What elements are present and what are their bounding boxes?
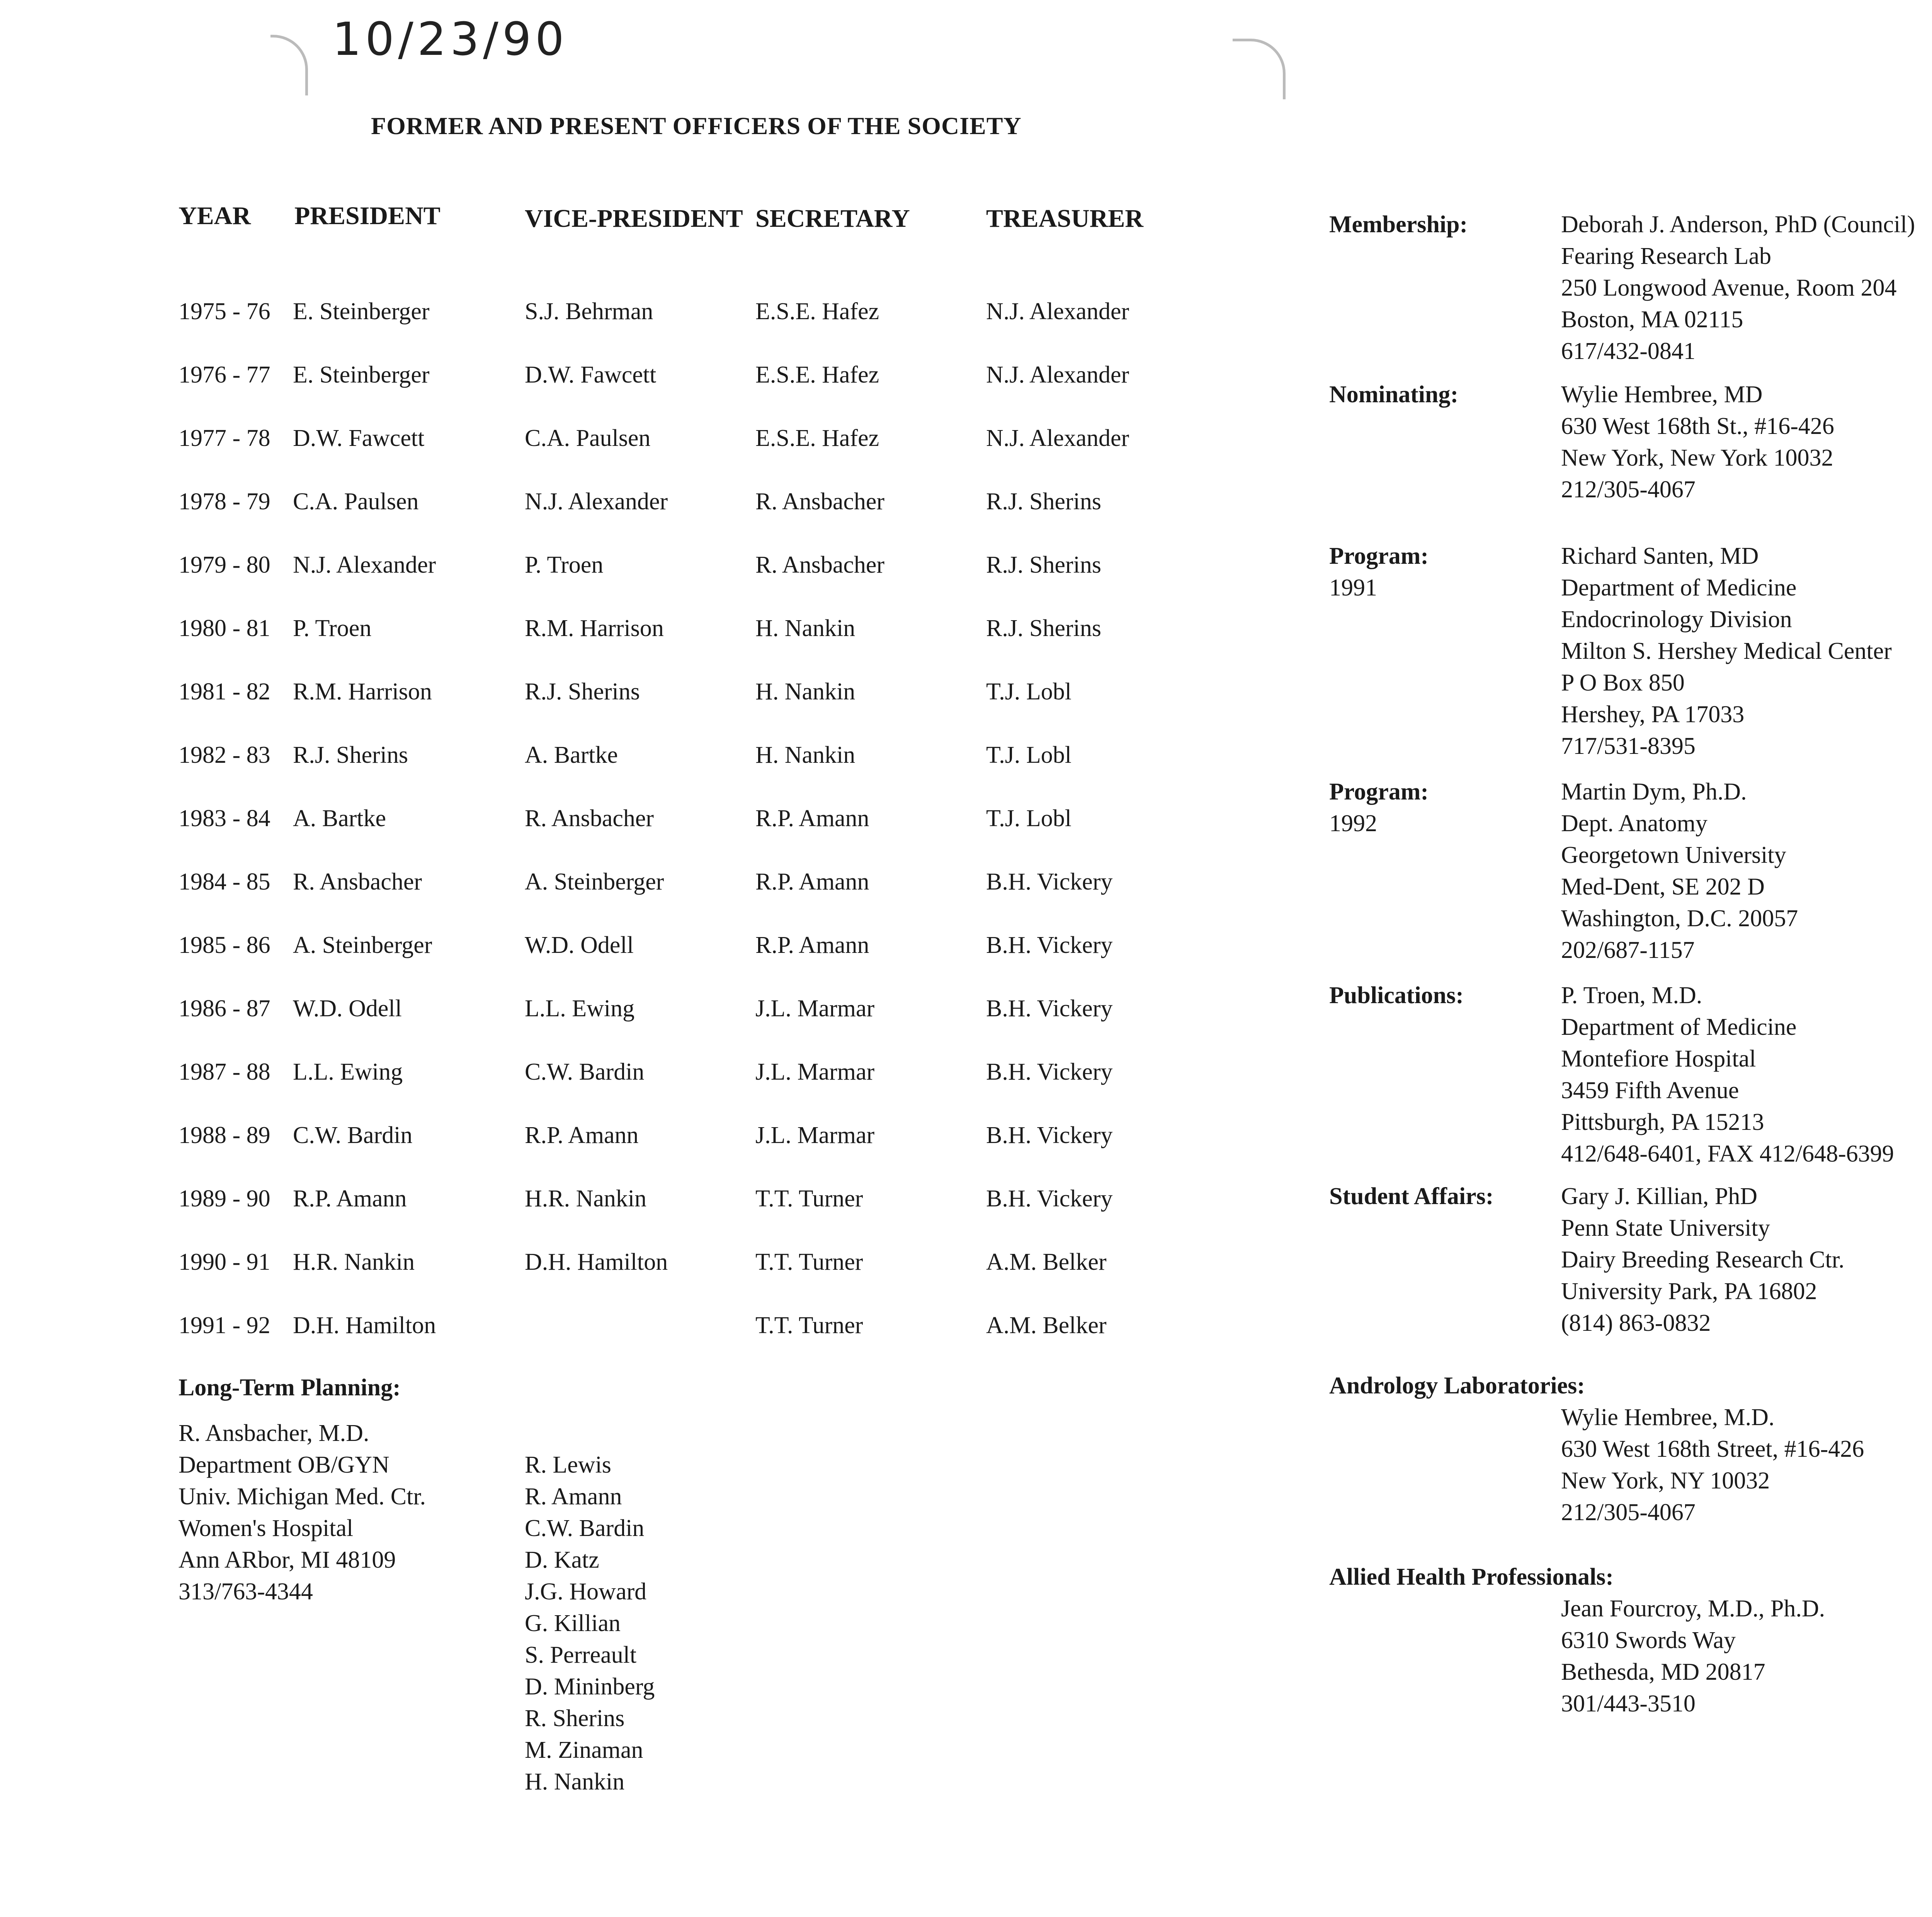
text-line: Georgetown University	[1561, 842, 1786, 868]
header-year: YEAR	[179, 202, 251, 230]
committee-chair	[1561, 1402, 1864, 1528]
committee-chair	[1561, 209, 1915, 367]
cell-vice-president: L.L. Ewing	[525, 995, 635, 1022]
cell-secretary: R.P. Amann	[755, 869, 869, 895]
text-line: S. Perreault	[525, 1642, 637, 1668]
cell-year: 1983 - 84	[179, 805, 270, 832]
cell-vice-president: S.J. Behrman	[525, 298, 653, 325]
cell-treasurer: T.J. Lobl	[986, 805, 1071, 832]
cell-year: 1976 - 77	[179, 362, 270, 388]
cell-year: 1981 - 82	[179, 679, 270, 705]
text-line: University Park, PA 16802	[1561, 1278, 1817, 1305]
table-row	[0, 1056, 1198, 1088]
cell-secretary: T.T. Turner	[755, 1312, 863, 1339]
cell-secretary: R. Ansbacher	[755, 552, 885, 578]
text-line: 630 West 168th St., #16-426	[1561, 413, 1834, 439]
table-row	[0, 1183, 1198, 1214]
text-line: Penn State University	[1561, 1215, 1770, 1241]
header-secretary: SECRETARY	[755, 204, 910, 233]
text-line: 717/531-8395	[1561, 733, 1696, 759]
text-line: Department of Medicine	[1561, 575, 1797, 601]
table-row	[0, 993, 1198, 1024]
cell-year: 1979 - 80	[179, 552, 270, 578]
cell-year: 1978 - 79	[179, 488, 270, 515]
table-row	[0, 612, 1198, 644]
cell-vice-president: D.W. Fawcett	[525, 362, 656, 388]
text-line: 6310 Swords Way	[1561, 1627, 1736, 1653]
cell-treasurer: R.J. Sherins	[986, 615, 1101, 641]
cell-year: 1985 - 86	[179, 932, 270, 958]
cell-secretary: E.S.E. Hafez	[755, 298, 879, 325]
text-line: Andrology Laboratories:	[1329, 1373, 1585, 1399]
cell-president: N.J. Alexander	[293, 552, 436, 578]
text-line: Department OB/GYN	[179, 1452, 389, 1478]
header-treasurer: TREASURER	[986, 204, 1144, 233]
cell-vice-president: C.W. Bardin	[525, 1059, 645, 1085]
cell-year: 1986 - 87	[179, 995, 270, 1022]
cell-vice-president: R.M. Harrison	[525, 615, 664, 641]
cell-treasurer: N.J. Alexander	[986, 362, 1129, 388]
text-line: Program:	[1329, 779, 1429, 805]
committee-chair	[1561, 776, 1798, 966]
cell-treasurer: B.H. Vickery	[986, 995, 1113, 1022]
text-line: Student Affairs:	[1329, 1183, 1494, 1209]
cell-vice-president: P. Troen	[525, 552, 604, 578]
cell-secretary: T.T. Turner	[755, 1249, 863, 1275]
cell-year: 1990 - 91	[179, 1249, 270, 1275]
table-row	[0, 359, 1198, 391]
long-term-planning-chair	[179, 1417, 426, 1607]
cell-president: D.H. Hamilton	[293, 1312, 436, 1339]
text-line: H. Nankin	[525, 1769, 625, 1795]
cell-treasurer: T.J. Lobl	[986, 742, 1071, 768]
text-line: Jean Fourcroy, M.D., Ph.D.	[1561, 1596, 1825, 1622]
text-line: Ann ARbor, MI 48109	[179, 1547, 396, 1573]
long-term-planning-label: Long-Term Planning:	[179, 1374, 401, 1401]
text-line: J.G. Howard	[525, 1579, 647, 1605]
cell-secretary: J.L. Marmar	[755, 995, 875, 1022]
cell-secretary: J.L. Marmar	[755, 1059, 875, 1085]
handwritten-date: 10/23/90	[332, 12, 568, 66]
committee-label	[1329, 379, 1458, 410]
text-line: Martin Dym, Ph.D.	[1561, 779, 1747, 805]
officers-table	[0, 0, 1217, 1352]
text-line: Department of Medicine	[1561, 1014, 1797, 1040]
text-line: Endocrinology Division	[1561, 606, 1792, 633]
cell-president: E. Steinberger	[293, 298, 430, 325]
long-term-planning-members	[525, 1449, 655, 1798]
cell-vice-president: W.D. Odell	[525, 932, 634, 958]
text-line: Program:	[1329, 543, 1429, 569]
text-line: 301/443-3510	[1561, 1691, 1696, 1717]
text-line: M. Zinaman	[525, 1737, 643, 1763]
cell-president: R.P. Amann	[293, 1186, 407, 1212]
cell-treasurer: R.J. Sherins	[986, 488, 1101, 515]
cell-year: 1989 - 90	[179, 1186, 270, 1212]
cell-treasurer: T.J. Lobl	[986, 679, 1071, 705]
table-row	[0, 739, 1198, 771]
table-row	[0, 929, 1198, 961]
page-title: FORMER AND PRESENT OFFICERS OF THE SOCIETY	[371, 112, 1022, 139]
cell-year: 1980 - 81	[179, 615, 270, 641]
cell-secretary: R.P. Amann	[755, 932, 869, 958]
cell-secretary: R.P. Amann	[755, 805, 869, 832]
text-line: Women's Hospital	[179, 1515, 354, 1541]
committee-chair	[1561, 1180, 1844, 1339]
text-line: 1991	[1329, 575, 1377, 601]
text-line: Univ. Michigan Med. Ctr.	[179, 1483, 426, 1510]
cell-secretary: R. Ansbacher	[755, 488, 885, 515]
cell-treasurer: A.M. Belker	[986, 1249, 1107, 1275]
text-line: R. Sherins	[525, 1705, 625, 1732]
text-line: Wylie Hembree, MD	[1561, 381, 1763, 408]
cell-vice-president: D.H. Hamilton	[525, 1249, 668, 1275]
text-line: New York, New York 10032	[1561, 445, 1833, 471]
text-line: Wylie Hembree, M.D.	[1561, 1404, 1775, 1431]
cell-vice-president: R.P. Amann	[525, 1122, 639, 1148]
cell-vice-president: A. Bartke	[525, 742, 618, 768]
committee-chair	[1561, 1593, 1825, 1720]
text-line: Dept. Anatomy	[1561, 810, 1708, 837]
cell-president: C.A. Paulsen	[293, 488, 419, 515]
cell-vice-president: N.J. Alexander	[525, 488, 668, 515]
cell-treasurer: N.J. Alexander	[986, 298, 1129, 325]
table-row	[0, 549, 1198, 581]
text-line: 1992	[1329, 810, 1377, 837]
cell-president: R.J. Sherins	[293, 742, 408, 768]
cell-treasurer: B.H. Vickery	[986, 869, 1113, 895]
cell-president: H.R. Nankin	[293, 1249, 415, 1275]
cell-vice-president: H.R. Nankin	[525, 1186, 647, 1212]
text-line: (814) 863-0832	[1561, 1310, 1711, 1336]
cell-treasurer: B.H. Vickery	[986, 1122, 1113, 1148]
cell-secretary: E.S.E. Hafez	[755, 362, 879, 388]
text-line: P O Box 850	[1561, 670, 1685, 696]
text-line: Bethesda, MD 20817	[1561, 1659, 1765, 1685]
committee-chair	[1561, 540, 1892, 762]
text-line: 630 West 168th Street, #16-426	[1561, 1436, 1864, 1462]
cell-year: 1975 - 76	[179, 298, 270, 325]
text-line: Med-Dent, SE 202 D	[1561, 874, 1765, 900]
text-line: Washington, D.C. 20057	[1561, 905, 1798, 932]
committee-label	[1329, 1180, 1493, 1212]
text-line: R. Lewis	[525, 1452, 611, 1478]
cell-year: 1987 - 88	[179, 1059, 270, 1085]
table-row	[0, 676, 1198, 708]
table-row	[0, 1119, 1198, 1151]
cell-vice-president: R. Ansbacher	[525, 805, 654, 832]
text-line: Nominating:	[1329, 381, 1459, 408]
cell-treasurer: B.H. Vickery	[986, 932, 1113, 958]
text-line: 250 Longwood Avenue, Room 204	[1561, 275, 1897, 301]
committee-label	[1329, 980, 1464, 1011]
text-line: Deborah J. Anderson, PhD (Council)	[1561, 211, 1915, 238]
cell-treasurer: B.H. Vickery	[986, 1186, 1113, 1212]
text-line: Pittsburgh, PA 15213	[1561, 1109, 1764, 1135]
committee-label	[1329, 1561, 1614, 1593]
committee-chair	[1561, 980, 1894, 1170]
text-line: 202/687-1157	[1561, 937, 1695, 963]
table-row	[0, 1310, 1198, 1341]
cell-president: D.W. Fawcett	[293, 425, 425, 451]
cell-vice-president: A. Steinberger	[525, 869, 664, 895]
scan-mark-center	[1233, 39, 1286, 99]
cell-secretary: H. Nankin	[755, 615, 855, 641]
cell-year: 1982 - 83	[179, 742, 270, 768]
committee-chair	[1561, 379, 1834, 505]
cell-president: W.D. Odell	[293, 995, 402, 1022]
text-line: Montefiore Hospital	[1561, 1046, 1756, 1072]
cell-treasurer: R.J. Sherins	[986, 552, 1101, 578]
table-row	[0, 803, 1198, 834]
cell-president: A. Steinberger	[293, 932, 432, 958]
text-line: New York, NY 10032	[1561, 1468, 1770, 1494]
cell-secretary: E.S.E. Hafez	[755, 425, 879, 451]
text-line: Gary J. Killian, PhD	[1561, 1183, 1758, 1209]
cell-president: R. Ansbacher	[293, 869, 422, 895]
cell-president: P. Troen	[293, 615, 372, 641]
table-row	[0, 296, 1198, 327]
cell-year: 1984 - 85	[179, 869, 270, 895]
table-row	[0, 486, 1198, 517]
cell-president: L.L. Ewing	[293, 1059, 403, 1085]
text-line: P. Troen, M.D.	[1561, 982, 1702, 1009]
text-line: 212/305-4067	[1561, 1499, 1696, 1526]
committee-label	[1329, 1370, 1585, 1402]
text-line: D. Katz	[525, 1547, 599, 1573]
table-row	[0, 1246, 1198, 1278]
cell-treasurer: N.J. Alexander	[986, 425, 1129, 451]
cell-secretary: T.T. Turner	[755, 1186, 863, 1212]
text-line: R. Ansbacher, M.D.	[179, 1420, 369, 1446]
text-line: Richard Santen, MD	[1561, 543, 1759, 569]
text-line: D. Mininberg	[525, 1674, 655, 1700]
cell-vice-president: R.J. Sherins	[525, 679, 640, 705]
cell-vice-president: C.A. Paulsen	[525, 425, 651, 451]
table-row	[0, 422, 1198, 454]
text-line: Dairy Breeding Research Ctr.	[1561, 1247, 1845, 1273]
cell-treasurer: B.H. Vickery	[986, 1059, 1113, 1085]
text-line: Hershey, PA 17033	[1561, 701, 1745, 728]
text-line: G. Killian	[525, 1610, 621, 1636]
committee-label	[1329, 776, 1429, 839]
text-line: R. Amann	[525, 1483, 622, 1510]
text-line: 617/432-0841	[1561, 338, 1696, 364]
cell-secretary: H. Nankin	[755, 742, 855, 768]
cell-year: 1991 - 92	[179, 1312, 270, 1339]
text-line: C.W. Bardin	[525, 1515, 645, 1541]
committee-label	[1329, 540, 1429, 604]
cell-president: E. Steinberger	[293, 362, 430, 388]
cell-secretary: J.L. Marmar	[755, 1122, 875, 1148]
text-line: 412/648-6401, FAX 412/648-6399	[1561, 1141, 1894, 1167]
text-line: Publications:	[1329, 982, 1464, 1009]
text-line: 3459 Fifth Avenue	[1561, 1077, 1739, 1104]
cell-year: 1988 - 89	[179, 1122, 270, 1148]
cell-secretary: H. Nankin	[755, 679, 855, 705]
header-vice-president: VICE-PRESIDENT	[525, 204, 743, 233]
committee-label	[1329, 209, 1468, 240]
text-line: Fearing Research Lab	[1561, 243, 1771, 269]
cell-president: C.W. Bardin	[293, 1122, 413, 1148]
text-line: Membership:	[1329, 211, 1468, 238]
text-line: 313/763-4344	[179, 1579, 313, 1605]
text-line: 212/305-4067	[1561, 476, 1696, 503]
cell-president: A. Bartke	[293, 805, 386, 832]
table-row	[0, 866, 1198, 898]
cell-year: 1977 - 78	[179, 425, 270, 451]
text-line: Boston, MA 02115	[1561, 306, 1743, 333]
text-line: Allied Health Professionals:	[1329, 1564, 1614, 1590]
text-line: Milton S. Hershey Medical Center	[1561, 638, 1892, 664]
header-president: PRESIDENT	[294, 202, 440, 230]
cell-president: R.M. Harrison	[293, 679, 432, 705]
cell-treasurer: A.M. Belker	[986, 1312, 1107, 1339]
